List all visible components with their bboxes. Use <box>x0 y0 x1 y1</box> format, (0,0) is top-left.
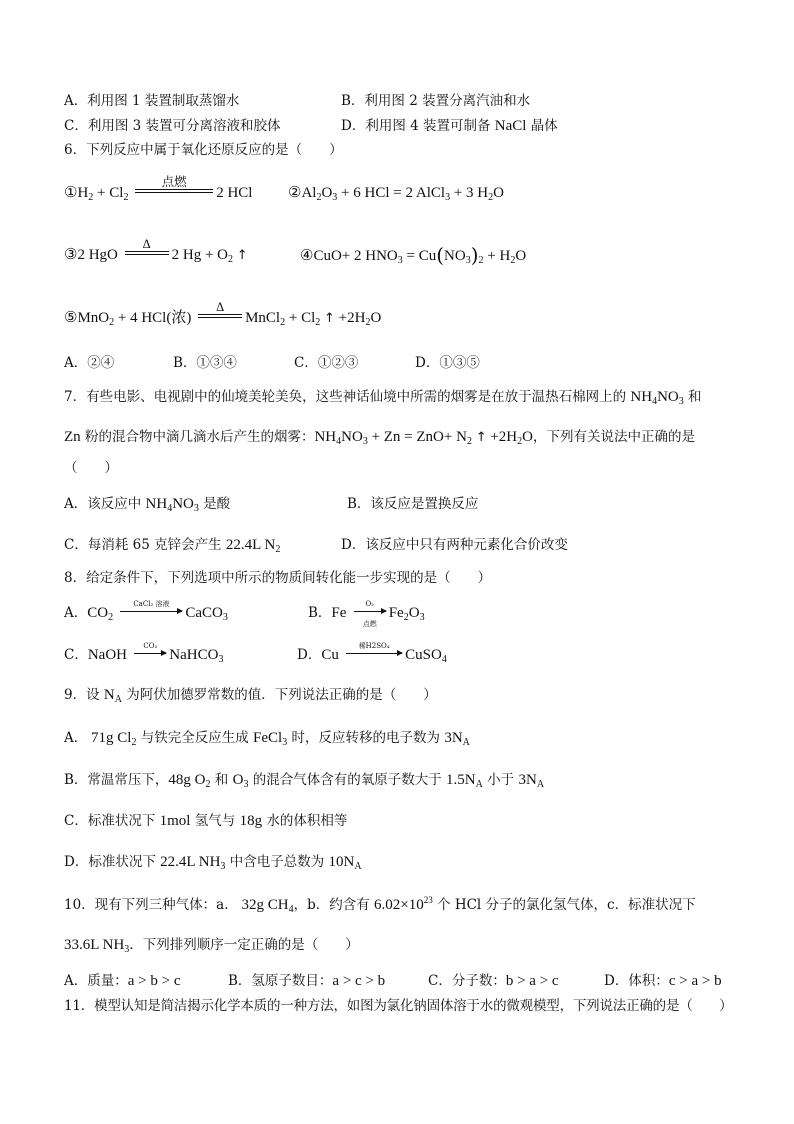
q6-r3-condition <box>125 237 169 264</box>
q9-option-b-mid2: 的混合气体含有的氧原子数大于 <box>248 772 447 788</box>
q8-option-c-label: C． <box>64 647 88 663</box>
q7-option-c-val: 22.4L <box>225 537 261 553</box>
q6-option-d-wrap <box>415 354 480 372</box>
q8-d-condition <box>346 642 402 664</box>
q10-option-d-label: D．体积： <box>604 973 669 989</box>
q6-option-a-wrap <box>64 354 114 372</box>
q10-stem-a3: 个 HCl 分子的氯化氢气体，c．标准状况下 <box>432 897 696 913</box>
q6-option-b: B．①③④ <box>173 355 237 371</box>
q8-option-b-label: B． <box>308 605 332 621</box>
q10-stem-a2: ，b．约含有 <box>293 897 375 913</box>
q6-r3-label: ③ <box>64 247 78 263</box>
q6-option-c: C．①②③ <box>294 355 359 371</box>
q5-option-d-pre: D．利用图 4 装置可制备 <box>341 118 495 134</box>
q8-b-cond-top: O₂ <box>365 600 374 608</box>
q10-option-a <box>64 972 180 990</box>
q9-option-a: A． 71g $Cl_2$ 与铁完全反应生成 FeCl$_3$ 时，反应转移的电子数为 $3N_A$ <box>64 730 470 748</box>
q5-option-c: C．利用图 3 装置可分离溶液和胶体 <box>64 118 281 134</box>
q6-r1-condition <box>135 175 213 202</box>
q8-stem-text: 8．给定条件下，下列选项中所示的物质间转化能一步实现的是（ ） <box>64 570 492 586</box>
q7-stem-line-1: 7．有些电影、电视剧中的仙境美轮美奂，这些神话仙境中所需的烟雾是在放于温热石棉网上的 $NH_4NO_3$ 和 <box>64 389 702 407</box>
q5-options-row-1 <box>64 92 239 110</box>
q6-r5-label: ⑤ <box>64 310 78 326</box>
q7-stem-line-2: Zn 粉的混合物中滴几滴水后产生的烟雾：$NH_4NO_3 + Zn = ZnO+ N_2$ ↑ $+2H_2O$，下列有关说法中正确的是 <box>64 429 695 447</box>
q8-c-cond-text: CO₂ <box>143 642 158 650</box>
q10-option-d <box>604 972 722 990</box>
q5-option-b-wrap <box>341 92 530 110</box>
q6-r2-label: ② <box>288 185 302 201</box>
q5-options-row-2 <box>64 117 281 135</box>
q8-b-condition <box>354 600 386 628</box>
q10-option-a-val: a > b > c <box>127 973 181 989</box>
q10-stem-a: 10．现有下列三种气体：a． <box>64 897 238 913</box>
q7-option-a-wrap: A．该反应中 $NH_4NO_3$ 是酸 <box>64 496 231 514</box>
q7-option-c-pre: C．每消耗 65 克锌会产生 <box>64 537 226 553</box>
q7-zn: Zn <box>64 429 81 445</box>
q6-r1-label: ① <box>64 185 78 201</box>
q8-option-a-label: A． <box>64 605 88 621</box>
q9-option-c <box>64 812 347 830</box>
q8-option-c: C．NaOH CO₂ NaHCO$_3$ <box>64 646 223 664</box>
q10-option-c <box>428 972 559 990</box>
q9-option-d-post: 中含电子总数为 <box>225 854 329 870</box>
q9-option-c-pre: C．标准状况下 <box>64 813 160 829</box>
q10-stem-b-post: ．下列排列顺序一定正确的是（ ） <box>129 937 359 953</box>
q8-b-cond-bot: 点燃 <box>362 620 377 628</box>
q10-option-b <box>228 972 385 990</box>
q6-r3-cond-text: Δ <box>142 237 151 251</box>
q9-option-d-val: 22.4L <box>160 854 195 870</box>
q5-option-b: B．利用图 2 装置分离汽油和水 <box>341 93 531 109</box>
q7-option-d: D．该反应中只有两种元素化合价改变 <box>341 537 568 553</box>
q10-option-c-val: b > a > c <box>505 973 559 989</box>
q6-r5-condition <box>198 300 242 327</box>
q7-option-c-wrap: C．每消耗 65 克锌会产生 22.4L $N_2$ <box>64 537 281 555</box>
q9-option-a-mid1: 与铁完全反应生成 <box>136 730 254 746</box>
q6-option-d: D．①③⑤ <box>415 355 480 371</box>
q9-option-a-pre: A． <box>64 730 88 746</box>
q8-a-condition <box>120 600 182 622</box>
q7-option-a-post: 是酸 <box>198 496 231 512</box>
q9-option-c-post: 水的体积相等 <box>262 813 348 829</box>
q9-option-b: B．常温常压下，48g $O_2$ 和 $O_3$ 的混合气体含有的氧原子数大于 $1.5N_A$ 小于 $3N_A$ <box>64 772 545 790</box>
q9-stem-post: 为阿伏加德罗常数的值．下列说法正确的是（ ） <box>121 687 437 703</box>
q6-stem <box>64 141 343 159</box>
q8-option-b: B．Fe O₂ 点燃 $Fe_2O_3$ <box>308 604 425 622</box>
q9-stem: 9．设 $N_A$ 为阿伏加德罗常数的值．下列说法正确的是（ ） <box>64 687 437 705</box>
q9-option-b-mid1: 和 <box>210 772 233 788</box>
q6-option-c-wrap <box>294 354 358 372</box>
q7-stem-a: 7．有些电影、电视剧中的仙境美轮美奂，这些神话仙境中所需的烟雾是在放于温热石棉网上的 <box>64 389 631 405</box>
q10-option-b-val: a > c > b <box>332 973 386 989</box>
q10-option-b-label: B．氢原子数目： <box>228 973 333 989</box>
q6-reaction-4: ④CuO+ 2 $HNO_3 = Cu(NO_3)_2 + H_2O$ <box>300 243 527 267</box>
q9-option-b-mid3: 小于 <box>482 772 519 788</box>
q5-option-a: A．利用图 1 装置制取蒸馏水 <box>64 93 240 109</box>
q11-stem <box>64 997 732 1015</box>
q10-option-d-val: c > a > b <box>668 973 722 989</box>
q7-stem-line-3 <box>64 459 118 477</box>
q10-stem-b-val: 33.6L <box>64 937 99 953</box>
q9-option-c-mid: 氢气与 <box>190 813 240 829</box>
q10-stem-line-1: 10．现有下列三种气体：a． 32g $CH_4$，b．约含有 $6.02\times 10^{23}$ 个 HCl 分子的氯化氢气体，c．标准状况下 <box>64 895 696 915</box>
q7-stem-a-end: 和 <box>683 389 702 405</box>
q9-option-d-pre: D．标准状况下 <box>64 854 161 870</box>
q6-reaction-3: ③2 HgO Δ 2 $Hg + O_2$ ↑ <box>64 237 248 265</box>
q7-stem-c: （ ） <box>64 460 118 476</box>
q10-option-a-label: A．质量： <box>64 973 128 989</box>
q7-stem-b: 粉的混合物中滴几滴水后产生的烟雾： <box>80 429 315 445</box>
q9-option-b-pre: B．常温常压下， <box>64 772 169 788</box>
q6-r5-conc: (浓) <box>166 310 192 326</box>
q6-reaction-1: $①H_2 + Cl_2$ 点燃 2 HCl <box>64 175 253 203</box>
q9-option-a-mid2: 时，反应转移的电子数为 <box>287 730 445 746</box>
q6-r4-label: ④ <box>300 248 314 264</box>
q9-option-c-val1: 1mol <box>159 813 191 829</box>
q7-option-b: B．该反应是置换反应 <box>347 496 479 512</box>
q8-option-d-label: D． <box>297 647 322 663</box>
q5-option-d-wrap <box>341 117 558 135</box>
q6-stem-text: 6．下列反应中属于氧化还原反应的是（ ） <box>64 142 343 158</box>
q8-c-condition <box>134 642 166 664</box>
q8-stem <box>64 569 491 587</box>
q7-option-d-wrap <box>341 536 568 554</box>
q8-option-d: D．Cu 稀H2SO₄ CuSO$_4$ <box>297 646 447 664</box>
q6-option-b-wrap <box>173 354 237 372</box>
q10-stem-line-2: 33.6L $NH_3$．下列排列顺序一定正确的是（ ） <box>64 937 359 955</box>
q6-r5-cond-text: Δ <box>216 300 225 314</box>
q7-option-a-pre: A．该反应中 <box>64 496 146 512</box>
q8-a-cond-text: CaCl₂ 溶液 <box>133 600 170 608</box>
q9-option-d: D．标准状况下 22.4L $NH_3$ 中含电子总数为 $10N_A$ <box>64 854 362 872</box>
q10-option-c-label: C．分子数： <box>428 973 506 989</box>
q6-option-a: A．②④ <box>64 355 115 371</box>
q5-option-d-formula: NaCl <box>494 118 527 134</box>
q6-reaction-2: $②Al_2O_3 + 6$ HCl = 2 AlCl$_3$ + 3 $H_2O$ <box>288 185 504 203</box>
q8-d-cond-text: 稀H2SO₄ <box>358 642 390 650</box>
q9-stem-pre: 9．设 <box>64 687 104 703</box>
q8-option-a: A．$CO_2$ CaCl₂ 溶液 CaCO$_3$ <box>64 604 228 622</box>
q9-option-c-val2: 18g <box>239 813 263 829</box>
q6-r1-cond-text: 点燃 <box>161 175 187 189</box>
q7-stem-b-end: ，下列有关说法中正确的是 <box>532 429 695 445</box>
q5-option-d-post: 晶体 <box>526 118 558 134</box>
q11-stem-text: 11．模型认知是简洁揭示化学本质的一种方法，如图为氯化钠固体溶于水的微观模型，下列说法正确的是（ ） <box>64 998 733 1014</box>
q7-option-b-wrap <box>347 495 478 513</box>
q6-reaction-5: ⑤MnO$_2$ + 4 HCl(浓) Δ MnCl$_2$ + $Cl_2$ ↑ $+2H_2O$ <box>64 300 382 328</box>
